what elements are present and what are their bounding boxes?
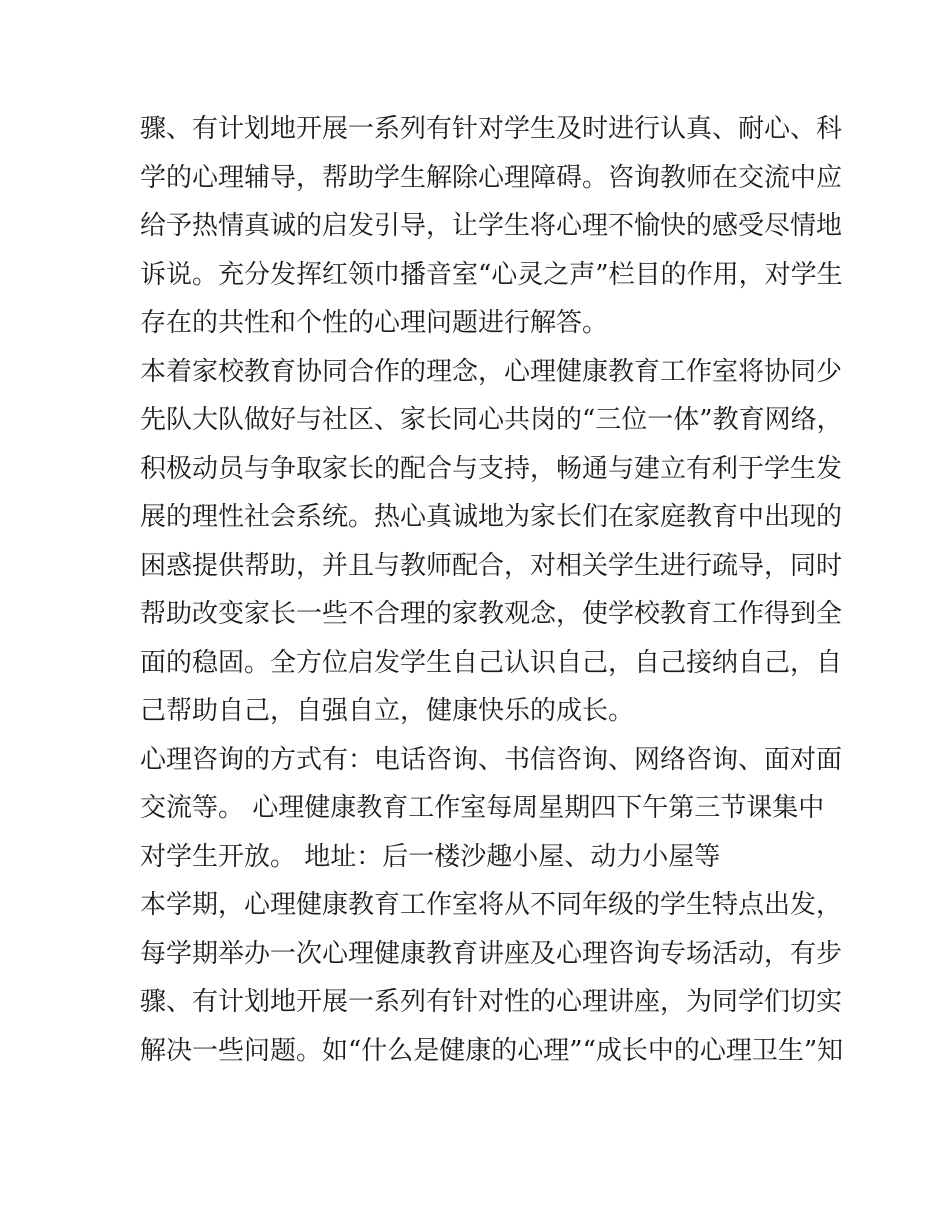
text-line: 诉说。充分发挥红领巾播音室“心灵之声”栏目的作用，对学生 (140, 259, 843, 290)
text-line: 学的心理辅导，帮助学生解除心理障碍。咨询教师在交流中应 (140, 162, 843, 193)
text-line: 先队大队做好与社区、家长同心共岗的“三位一体”教育网络， (140, 405, 843, 435)
text-line: 解决一些问题。如“什么是健康的心理”“成长中的心理卫生”知 (140, 1035, 844, 1066)
document-body (140, 105, 844, 1075)
text-line: 展的理性社会系统。热心真诚地为家长们在家庭教育中出现的 (140, 502, 843, 532)
text-line: 困惑提供帮助，并且与教师配合，对相关学生进行疏导，同时 (140, 550, 843, 581)
text-line: 本着家校教育协同合作的理念，心理健康教育工作室将协同少 (140, 356, 843, 387)
text-line: 给予热情真诚的启发引导，让学生将心理不愉快的感受尽情地 (140, 211, 843, 241)
text-line: 本学期，心理健康教育工作室将从不同年级的学生特点出发， (140, 890, 843, 920)
text-line: 每学期举办一次心理健康教育讲座及心理咨询专场活动，有步 (140, 938, 843, 969)
text-line: 己帮助自己，自强自立，健康快乐的成长。 (140, 696, 635, 726)
text-line: 对学生开放。 地址：后一楼沙趣小屋、动力小屋等 (140, 841, 721, 872)
text-line: 骤、有计划地开展一系列有针对性的心理讲座，为同学们切实 (140, 987, 843, 1017)
text-line: 帮助改变家长一些不合理的家教观念，使学校教育工作得到全 (140, 599, 843, 629)
text-line: 存在的共性和个性的心理问题进行解答。 (140, 308, 609, 338)
text-line: 心理咨询的方式有：电话咨询、书信咨询、网络咨询、面对面 (140, 744, 843, 775)
text-line: 骤、有计划地开展一系列有针对学生及时进行认真、耐心、科 (140, 114, 843, 144)
text-line: 面的稳固。全方位启发学生自己认识自己，自己接纳自己，自 (140, 647, 843, 678)
text-line: 积极动员与争取家长的配合与支持，畅通与建立有利于学生发 (140, 453, 843, 484)
text-line: 交流等。 心理健康教育工作室每周星期四下午第三节课集中 (140, 793, 825, 823)
